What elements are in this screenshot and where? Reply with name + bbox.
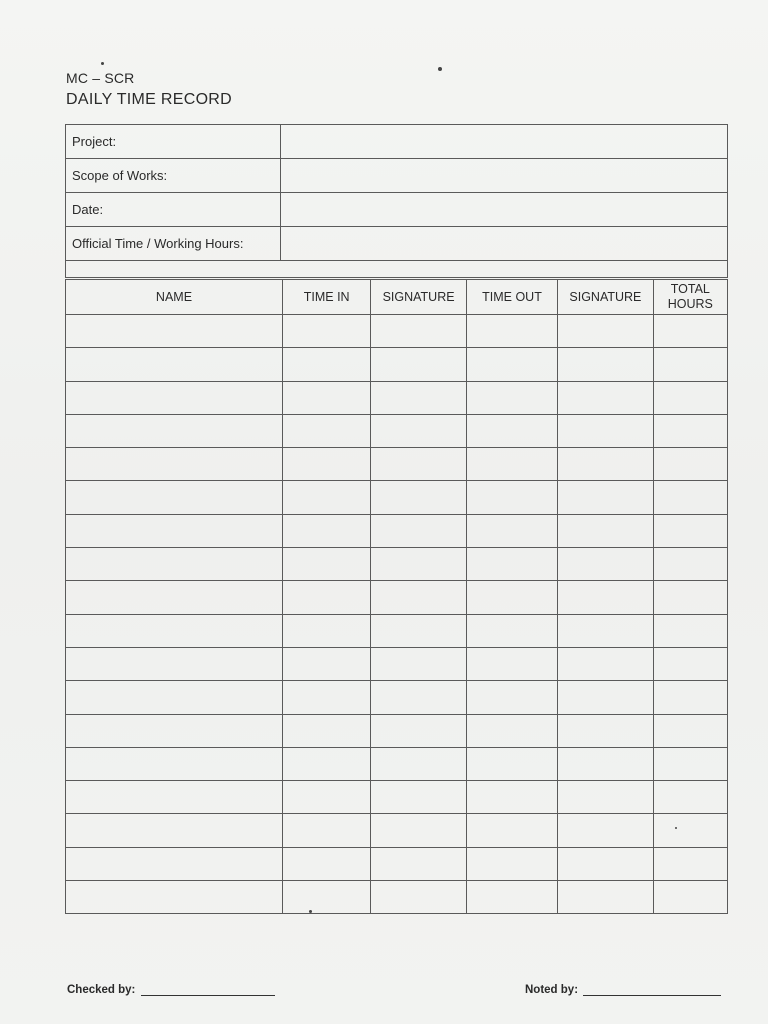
signature-out-cell[interactable] xyxy=(558,647,653,680)
time-out-cell[interactable] xyxy=(466,614,557,647)
scan-speck xyxy=(675,827,677,829)
org-code: MC – SCR xyxy=(66,70,135,86)
time-in-cell[interactable] xyxy=(282,548,370,581)
signature-in-cell[interactable] xyxy=(371,481,466,514)
time-out-cell[interactable] xyxy=(466,714,557,747)
time-out-cell[interactable] xyxy=(466,814,557,847)
table-row xyxy=(66,481,728,514)
time-in-cell[interactable] xyxy=(282,381,370,414)
table-row xyxy=(66,881,728,914)
time-out-cell[interactable] xyxy=(466,414,557,447)
signature-out-cell[interactable] xyxy=(558,681,653,714)
name-cell[interactable] xyxy=(66,681,283,714)
signature-in-cell[interactable] xyxy=(371,514,466,547)
signature-in-cell[interactable] xyxy=(371,847,466,880)
name-cell[interactable] xyxy=(66,647,283,680)
total-hours-cell[interactable] xyxy=(653,581,727,614)
signature-in-cell[interactable] xyxy=(371,614,466,647)
signature-out-cell[interactable] xyxy=(558,747,653,780)
noted-by-section xyxy=(525,984,721,996)
info-row-scope xyxy=(66,159,728,193)
scope-of-works-label: Scope of Works: xyxy=(66,159,281,193)
signature-out-cell[interactable] xyxy=(558,581,653,614)
total-hours-cell[interactable] xyxy=(653,414,727,447)
spacer-cell xyxy=(66,261,728,278)
signature-in-cell[interactable] xyxy=(371,381,466,414)
signature-in-cell[interactable] xyxy=(371,747,466,780)
signature-out-cell[interactable] xyxy=(558,414,653,447)
time-in-cell[interactable] xyxy=(282,647,370,680)
signature-in-cell[interactable] xyxy=(371,714,466,747)
signature-out-cell[interactable] xyxy=(558,814,653,847)
table-row xyxy=(66,714,728,747)
time-in-cell[interactable] xyxy=(282,414,370,447)
time-in-cell[interactable] xyxy=(282,348,370,381)
name-cell[interactable] xyxy=(66,514,283,547)
column-header-signature-out: SIGNATURE xyxy=(558,280,653,315)
scan-speck xyxy=(438,67,442,71)
project-label: Project: xyxy=(66,125,281,159)
table-row xyxy=(66,315,728,348)
info-row-project xyxy=(66,125,728,159)
name-cell[interactable] xyxy=(66,481,283,514)
working-hours-field[interactable] xyxy=(281,227,728,261)
attendance-log-table xyxy=(65,279,728,914)
noted-by-signature-line[interactable] xyxy=(583,995,721,996)
total-hours-cell[interactable] xyxy=(653,315,727,348)
total-hours-cell[interactable] xyxy=(653,514,727,547)
document-title: DAILY TIME RECORD xyxy=(66,91,233,108)
time-in-cell[interactable] xyxy=(282,714,370,747)
signature-out-cell[interactable] xyxy=(558,315,653,348)
date-field[interactable] xyxy=(281,193,728,227)
name-cell[interactable] xyxy=(66,548,283,581)
total-hours-cell[interactable] xyxy=(653,814,727,847)
time-in-cell[interactable] xyxy=(282,315,370,348)
log-body xyxy=(66,315,728,914)
column-header-name: NAME xyxy=(66,280,283,315)
table-row xyxy=(66,814,728,847)
time-in-cell[interactable] xyxy=(282,481,370,514)
project-info-table xyxy=(65,124,728,278)
time-in-cell[interactable] xyxy=(282,781,370,814)
time-out-cell[interactable] xyxy=(466,315,557,348)
column-header-time-in: TIME IN xyxy=(282,280,370,315)
time-in-cell[interactable] xyxy=(282,747,370,780)
table-row xyxy=(66,381,728,414)
scan-speck xyxy=(101,62,104,65)
time-in-cell[interactable] xyxy=(282,614,370,647)
name-cell[interactable] xyxy=(66,414,283,447)
total-hours-cell[interactable] xyxy=(653,714,727,747)
name-cell[interactable] xyxy=(66,881,283,914)
signature-out-cell[interactable] xyxy=(558,481,653,514)
total-hours-cell[interactable] xyxy=(653,847,727,880)
table-row xyxy=(66,548,728,581)
info-row-working-hours xyxy=(66,227,728,261)
signature-in-cell[interactable] xyxy=(371,881,466,914)
signature-in-cell[interactable] xyxy=(371,681,466,714)
total-hours-cell[interactable] xyxy=(653,448,727,481)
total-hours-cell[interactable] xyxy=(653,681,727,714)
total-hours-cell[interactable] xyxy=(653,747,727,780)
table-row xyxy=(66,647,728,680)
table-row xyxy=(66,747,728,780)
table-row xyxy=(66,581,728,614)
info-spacer-row xyxy=(66,261,728,278)
total-hours-cell[interactable] xyxy=(653,614,727,647)
table-row xyxy=(66,614,728,647)
time-out-cell[interactable] xyxy=(466,681,557,714)
total-hours-cell[interactable] xyxy=(653,348,727,381)
name-cell[interactable] xyxy=(66,747,283,780)
time-in-cell[interactable] xyxy=(282,681,370,714)
time-out-cell[interactable] xyxy=(466,881,557,914)
signature-in-cell[interactable] xyxy=(371,315,466,348)
checked-by-section xyxy=(67,984,275,996)
log-header-row xyxy=(66,280,728,315)
time-out-cell[interactable] xyxy=(466,647,557,680)
time-out-cell[interactable] xyxy=(466,448,557,481)
signature-in-cell[interactable] xyxy=(371,448,466,481)
name-cell[interactable] xyxy=(66,581,283,614)
name-cell[interactable] xyxy=(66,781,283,814)
time-in-cell[interactable] xyxy=(282,581,370,614)
checked-by-signature-line[interactable] xyxy=(141,995,275,996)
name-cell[interactable] xyxy=(66,814,283,847)
total-hours-cell[interactable] xyxy=(653,481,727,514)
table-row xyxy=(66,681,728,714)
name-cell[interactable] xyxy=(66,448,283,481)
signature-out-cell[interactable] xyxy=(558,881,653,914)
time-out-cell[interactable] xyxy=(466,548,557,581)
signature-in-cell[interactable] xyxy=(371,348,466,381)
signature-out-cell[interactable] xyxy=(558,514,653,547)
signature-in-cell[interactable] xyxy=(371,414,466,447)
time-out-cell[interactable] xyxy=(466,481,557,514)
column-header-time-out: TIME OUT xyxy=(466,280,557,315)
signature-out-cell[interactable] xyxy=(558,548,653,581)
signature-out-cell[interactable] xyxy=(558,781,653,814)
name-cell[interactable] xyxy=(66,847,283,880)
name-cell[interactable] xyxy=(66,614,283,647)
time-out-cell[interactable] xyxy=(466,747,557,780)
column-header-total-hours: TOTAL HOURS xyxy=(653,280,727,315)
date-label: Date: xyxy=(66,193,281,227)
time-out-cell[interactable] xyxy=(466,381,557,414)
table-row xyxy=(66,448,728,481)
table-row xyxy=(66,348,728,381)
time-in-cell[interactable] xyxy=(282,814,370,847)
info-row-date xyxy=(66,193,728,227)
total-hours-cell[interactable] xyxy=(653,647,727,680)
time-in-cell[interactable] xyxy=(282,448,370,481)
column-header-signature-in: SIGNATURE xyxy=(371,280,466,315)
time-in-cell[interactable] xyxy=(282,514,370,547)
signature-out-cell[interactable] xyxy=(558,448,653,481)
name-cell[interactable] xyxy=(66,348,283,381)
signature-out-cell[interactable] xyxy=(558,614,653,647)
scope-of-works-field[interactable] xyxy=(281,159,728,193)
time-out-cell[interactable] xyxy=(466,581,557,614)
signature-out-cell[interactable] xyxy=(558,847,653,880)
total-hours-cell[interactable] xyxy=(653,548,727,581)
time-out-cell[interactable] xyxy=(466,514,557,547)
signature-in-cell[interactable] xyxy=(371,548,466,581)
signature-in-cell[interactable] xyxy=(371,781,466,814)
table-row xyxy=(66,847,728,880)
signature-out-cell[interactable] xyxy=(558,714,653,747)
noted-by-label: Noted by: xyxy=(525,984,579,996)
table-row xyxy=(66,514,728,547)
total-hours-cell[interactable] xyxy=(653,881,727,914)
signature-in-cell[interactable] xyxy=(371,814,466,847)
scan-speck xyxy=(309,910,312,913)
time-in-cell[interactable] xyxy=(282,847,370,880)
signature-in-cell[interactable] xyxy=(371,581,466,614)
signature-in-cell[interactable] xyxy=(371,647,466,680)
time-out-cell[interactable] xyxy=(466,847,557,880)
table-row xyxy=(66,414,728,447)
time-out-cell[interactable] xyxy=(466,348,557,381)
name-cell[interactable] xyxy=(66,315,283,348)
name-cell[interactable] xyxy=(66,381,283,414)
signature-out-cell[interactable] xyxy=(558,348,653,381)
working-hours-label: Official Time / Working Hours: xyxy=(66,227,281,261)
project-field[interactable] xyxy=(281,125,728,159)
total-hours-cell[interactable] xyxy=(653,381,727,414)
signature-out-cell[interactable] xyxy=(558,381,653,414)
checked-by-label: Checked by: xyxy=(67,984,136,996)
table-row xyxy=(66,781,728,814)
total-hours-cell[interactable] xyxy=(653,781,727,814)
name-cell[interactable] xyxy=(66,714,283,747)
time-in-cell[interactable] xyxy=(282,881,370,914)
time-out-cell[interactable] xyxy=(466,781,557,814)
